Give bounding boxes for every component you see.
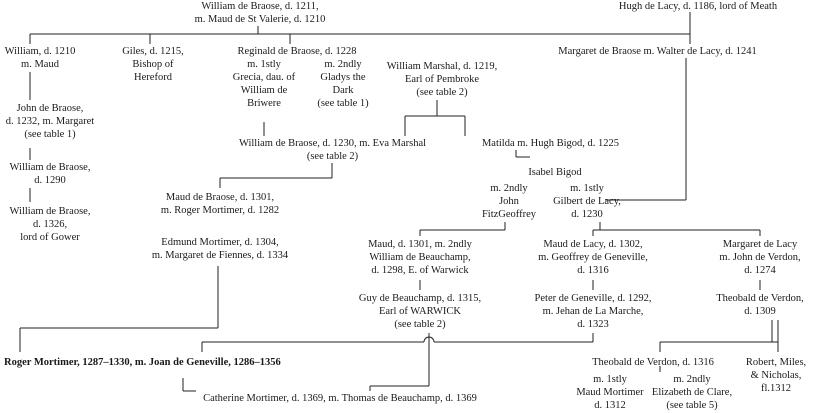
node-elizabeth-clare: m. 2ndly Elizabeth de Clare, (see table 5) [651,374,733,411]
node-peter-geneville: Peter de Geneville, d. 1292, m. Jehan de La Marche, d. 1323 [534,293,652,330]
node-maud-braose-1301: Maud de Braose, d. 1301, m. Roger Mortimer, d. 1282 [160,192,280,216]
node-william-braose-1211: William de Braose, d. 1211, m. Maud de St Valerie, d. 1210 [194,1,326,25]
node-reginald: Reginald de Braose, d. 1228 [237,46,357,57]
node-william-braose-1290: William de Braose, d. 1290 [9,162,91,186]
node-john-fitzgeoffrey: m. 2ndly John FitzGeoffrey [481,183,537,220]
node-guy-beauchamp: Guy de Beauchamp, d. 1315, Earl of WARWICK (see table 2) [358,293,482,330]
node-isabel-bigod: Isabel Bigod [528,167,582,178]
node-maud-lacy: Maud de Lacy, d. 1302, m. Geoffrey de Geneville, d. 1316 [538,239,648,276]
node-grecia: m. 1stly Grecia, dau. of William de Briwere [232,59,296,109]
node-gladys: m. 2ndly Gladys the Dark (see table 1) [317,59,369,109]
node-william-marshal: William Marshal, d. 1219, Earl of Pembroke (see table 2) [386,61,498,98]
node-catherine-mortimer: Catherine Mortimer, d. 1369, m. Thomas de Beauchamp, d. 1369 [203,393,477,404]
node-william-braose-1326: William de Braose, d. 1326, lord of Gower [9,206,91,243]
node-william-braose-1230: William de Braose, d. 1230, m. Eva Marshal (see table 2) [238,138,427,162]
node-hugh-lacy: Hugh de Lacy, d. 1186, lord of Meath [618,1,778,12]
node-margaret-braose: Margaret de Braose m. Walter de Lacy, d. 1241 [558,46,757,57]
node-robert-miles-nicholas: Robert, Miles, & Nicholas, fl.1312 [745,357,807,394]
node-john-braose: John de Braose, d. 1232, m. Margaret (see table 1) [5,103,95,140]
node-maud-1301-beauchamp: Maud, d. 1301, m. 2ndly William de Beauchamp, d. 1298, E. of Warwick [368,239,472,276]
node-roger-mortimer: Roger Mortimer, 1287–1330, m. Joan de Geneville, 1286–1356 [4,357,281,368]
node-edmund-mortimer: Edmund Mortimer, d. 1304, m. Margaret de Fiennes, d. 1334 [151,237,289,261]
node-matilda: Matilda m. Hugh Bigod, d. 1225 [481,138,620,149]
node-theobald-1309: Theobald de Verdon, d. 1309 [716,293,804,317]
node-theobald-1316: Theobald de Verdon, d. 1316 [592,357,714,368]
node-maud-mortimer: m. 1stly Maud Mortimer d. 1312 [576,374,644,411]
node-gilbert-lacy: m. 1stly Gilbert de Lacy, d. 1230 [553,183,621,220]
node-william-1210: William, d. 1210 m. Maud [4,46,76,70]
node-giles: Giles, d. 1215, Bishop of Hereford [122,46,184,83]
node-margaret-lacy: Margaret de Lacy m. John de Verdon, d. 1274 [719,239,801,276]
